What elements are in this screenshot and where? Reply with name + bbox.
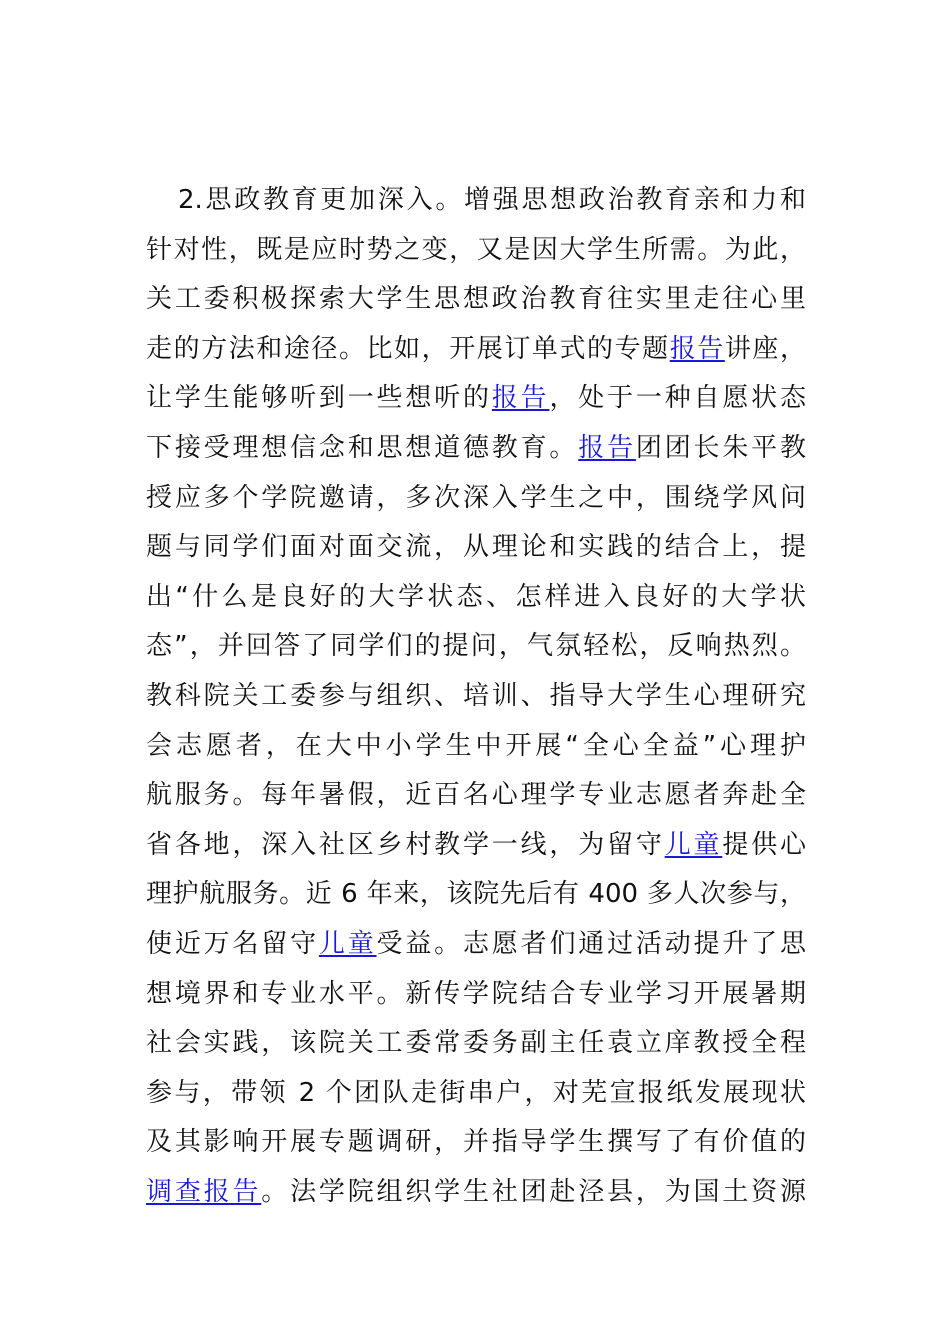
text-line bbox=[146, 771, 806, 821]
keyword-link[interactable]: 儿童 bbox=[318, 928, 377, 959]
text-segment: 题与同学们面对面交流，从理论和实践的结合上，提 bbox=[146, 532, 806, 563]
text-segment: 参与，带领 2 个团队走街串户，对芜宣报纸发展现状 bbox=[146, 1077, 806, 1108]
text-line bbox=[146, 275, 806, 325]
text-line bbox=[146, 722, 806, 772]
keyword-link[interactable]: 调查报告 bbox=[146, 1176, 262, 1207]
text-segment: 会志愿者，在大中小学生中开展“全心全益”心理护 bbox=[146, 730, 806, 761]
text-segment: 航服务。每年暑假，近百名心理学专业志愿者奔赴全 bbox=[146, 780, 806, 811]
text-segment: 讲座， bbox=[724, 333, 806, 364]
text-line bbox=[146, 374, 806, 424]
text-segment: 针对性，既是应时势之变，又是因大学生所需。为此， bbox=[146, 234, 806, 265]
text-segment: 关工委积极探索大学生思想政治教育往实里走往心里 bbox=[146, 284, 806, 315]
text-line bbox=[146, 970, 806, 1020]
text-segment: 受益。志愿者们通过活动提升了思 bbox=[376, 928, 806, 959]
text-line bbox=[146, 573, 806, 623]
text-line bbox=[146, 672, 806, 722]
text-line bbox=[146, 474, 806, 524]
text-segment: 社会实践，该院关工委常委务副主任袁立庠教授全程 bbox=[146, 1028, 806, 1059]
keyword-link[interactable]: 报告 bbox=[491, 383, 550, 414]
text-segment: 让学生能够听到一些想听的 bbox=[146, 383, 492, 414]
text-segment: 理护航服务。近 6 年来，该院先后有 400 多人次参与， bbox=[146, 879, 806, 910]
text-segment: 。法学院组织学生社团赴泾县，为国土资源 bbox=[261, 1176, 806, 1207]
text-line bbox=[146, 920, 806, 970]
text-segment: 团团长朱平教 bbox=[635, 432, 806, 463]
body-paragraph bbox=[146, 176, 806, 1217]
text-line bbox=[146, 1069, 806, 1119]
text-segment: ，处于一种自愿状态 bbox=[549, 383, 806, 414]
text-segment: 2.思政教育更加深入。增强思想政治教育亲和力和 bbox=[178, 185, 806, 215]
text-line bbox=[146, 176, 806, 226]
text-segment: 想境界和专业水平。新传学院结合专业学习开展暑期 bbox=[146, 978, 806, 1009]
text-segment: 教科院关工委参与组织、培训、指导大学生心理研究 bbox=[146, 680, 806, 711]
text-line bbox=[146, 622, 806, 672]
keyword-link[interactable]: 报告 bbox=[669, 333, 725, 364]
text-segment: 出“什么是良好的大学状态、怎样进入良好的大学状 bbox=[146, 581, 806, 612]
text-segment: 提供心 bbox=[722, 829, 806, 860]
text-segment: 走的方法和途径。比如，开展订单式的专题 bbox=[146, 333, 670, 364]
keyword-link[interactable]: 儿童 bbox=[664, 829, 723, 860]
text-segment: 态”，并回答了同学们的提问，气氛轻松，反响热烈。 bbox=[146, 631, 806, 662]
text-segment: 授应多个学院邀请，多次深入学生之中，围绕学风问 bbox=[146, 482, 806, 513]
text-line bbox=[146, 1118, 806, 1168]
text-line bbox=[146, 870, 806, 920]
text-line bbox=[146, 523, 806, 573]
text-segment: 及其影响开展专题调研，并指导学生撰写了有价值的 bbox=[146, 1127, 806, 1158]
text-segment: 省各地，深入社区乡村教学一线，为留守 bbox=[146, 829, 665, 860]
text-line bbox=[146, 424, 806, 474]
text-line bbox=[146, 821, 806, 871]
text-line bbox=[146, 1019, 806, 1069]
text-segment: 使近万名留守 bbox=[146, 928, 319, 959]
text-segment: 下接受理想信念和思想道德教育。 bbox=[146, 432, 579, 463]
text-line bbox=[146, 325, 806, 375]
text-line bbox=[146, 226, 806, 276]
keyword-link[interactable]: 报告 bbox=[578, 432, 636, 463]
text-line bbox=[146, 1168, 806, 1218]
